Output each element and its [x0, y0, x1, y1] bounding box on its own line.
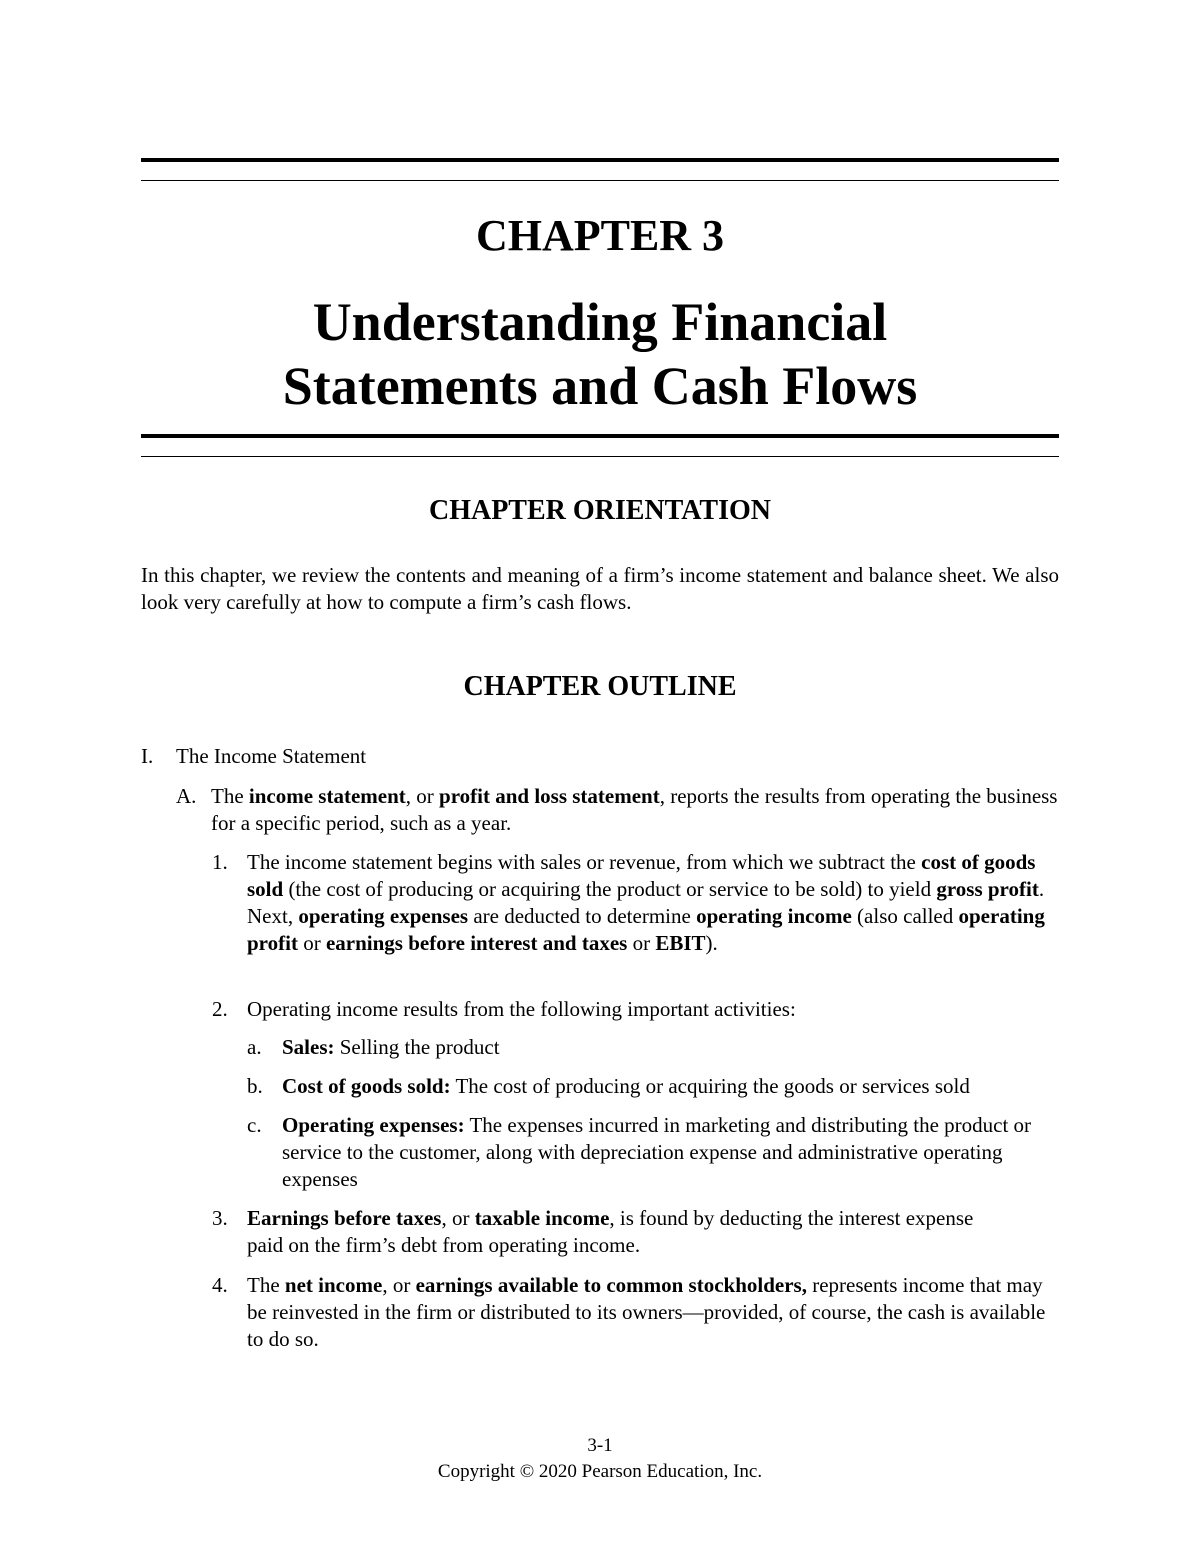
term-net-income: net income [284, 1273, 383, 1297]
subitem-b-marker: b. [247, 1074, 263, 1098]
term-earnings-before-taxes: Earnings before taxes [247, 1206, 442, 1230]
item-3-marker: 3. [212, 1206, 228, 1230]
outline-heading: CHAPTER OUTLINE [463, 671, 737, 702]
term-cogs: Cost of goods sold: [282, 1074, 451, 1098]
item-4-marker: 4. [212, 1273, 228, 1297]
term-operating-profit: operating profit [247, 904, 1045, 955]
term-ebit-long: earnings before interest and taxes [325, 931, 628, 955]
term-operating-expenses: operating expenses [298, 904, 469, 928]
bottom-thin-rule [141, 456, 1059, 457]
term-taxable-income: taxable income [474, 1206, 610, 1230]
term-earnings-available: earnings available to common stockholders, [415, 1273, 807, 1297]
page-number: 3-1 [587, 1435, 613, 1456]
top-thick-rule [141, 158, 1059, 162]
copyright-notice: Copyright © 2020 Pearson Education, Inc. [437, 1461, 763, 1482]
term-ebit: EBIT [655, 931, 706, 955]
item-1-text: The income statement begins with sales or revenue, from which we subtract the cost of goods sold (the cost of producing or acquiring the product or service to be sold) to yield gross profit. Next, operating expenses are deducted to determine operating income (also called operating profit or earnings before interest and taxes or EBIT). [247, 850, 1045, 955]
orientation-heading: CHAPTER ORIENTATION [428, 495, 771, 526]
item-2-marker: 2. [212, 997, 228, 1021]
subitem-a-marker: a. [247, 1035, 262, 1059]
term-sales: Sales: [282, 1035, 335, 1059]
section-1-marker: I. [141, 744, 154, 768]
chapter-title-line-2: Statements and Cash Flows [282, 356, 918, 416]
chapter-title-line-1: Understanding Financial [312, 292, 888, 352]
orientation-paragraph: In this chapter, we review the contents and meaning of a firm’s income statement and balance sheet. We also look very carefully at how to compute a firm’s cash flows. [141, 563, 1059, 614]
term-opex: Operating expenses: [282, 1113, 465, 1137]
subitem-a-text: Sales: Selling the product [282, 1035, 500, 1059]
term-cost-of-goods-sold: cost of goods sold [247, 850, 1036, 901]
term-gross-profit: gross profit [936, 877, 1039, 901]
chapter-title [0, 290, 1200, 418]
item-a-marker: A. [176, 784, 197, 808]
term-income-statement: income statement [248, 784, 406, 808]
item-2-text: Operating income results from the following important activities: [247, 997, 796, 1021]
subitem-b-text: Cost of goods sold: The cost of producing or acquiring the goods or services sold [282, 1074, 970, 1098]
bottom-thick-rule [141, 434, 1059, 438]
term-operating-income: operating income [696, 904, 852, 928]
term-profit-and-loss-statement: profit and loss statement [439, 784, 660, 808]
top-thin-rule [141, 180, 1059, 181]
item-a-text: The income statement, or profit and loss statement, reports the results from operating the business for a specific period, such as a year. [211, 784, 1058, 835]
subitem-c-marker: c. [247, 1113, 262, 1137]
item-4-text: The net income, or earnings available to common stockholders, represents income that may be reinvested in the firm or distributed to its owners—provided, of course, the cash is available to do so. [247, 1273, 1046, 1351]
section-1-title: The Income Statement [176, 744, 367, 768]
item-1-marker: 1. [212, 850, 228, 874]
subitem-c-text: Operating expenses: The expenses incurred in marketing and distributing the product or service to the customer, along with depreciation expense and administrative operating expenses [282, 1113, 1032, 1191]
item-3-text: Earnings before taxes, or taxable income, is found by deducting the interest expense paid on the firm’s debt from operating income. [247, 1206, 974, 1257]
chapter-number: CHAPTER 3 [475, 211, 725, 260]
